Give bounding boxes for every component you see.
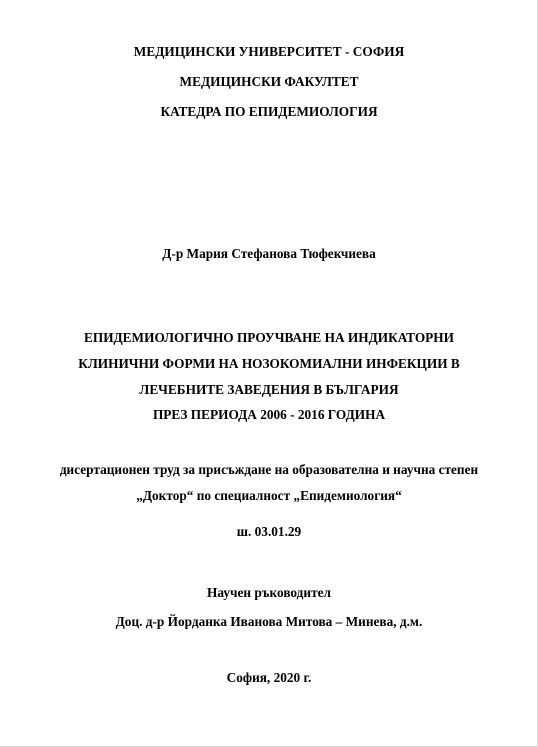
- supervisor-label: Научен ръководител: [207, 585, 331, 600]
- university-name: МЕДИЦИНСКИ УНИВЕРСИТЕТ - СОФИЯ: [133, 44, 405, 59]
- degree-specialty: „Доктор“ по специалност „Епидемиология“: [136, 488, 402, 503]
- thesis-title-line-1: ЕПИДЕМИОЛОГИЧНО ПРОУЧВАНЕ НА ИНДИКАТОРНИ: [83, 330, 454, 345]
- specialty-code: ш. 03.01.29: [236, 524, 302, 539]
- supervisor-name: Доц. д-р Йорданка Иванова Митова – Минева, д.м.: [115, 614, 423, 629]
- thesis-title-line-2: КЛИНИЧНИ ФОРМИ НА НОЗОКОМИАЛНИ ИНФЕКЦИИ В: [78, 356, 460, 371]
- department-name: КАТЕДРА ПО ЕПИДЕМИОЛОГИЯ: [160, 104, 378, 119]
- author-name: Д-р Мария Стефанова Тюфекчиева: [162, 246, 376, 261]
- thesis-title-line-4: ПРЕЗ ПЕРИОДА 2006 - 2016 ГОДИНА: [152, 407, 386, 422]
- thesis-title-line-3: ЛЕЧЕБНИТЕ ЗАВЕДЕНИЯ В БЪЛГАРИЯ: [139, 382, 399, 397]
- faculty-name: МЕДИЦИНСКИ ФАКУЛТЕТ: [179, 74, 359, 89]
- dissertation-description: дисертационен труд за присъждане на образователна и научна степен: [59, 462, 479, 477]
- place-and-year: София, 2020 г.: [226, 670, 312, 685]
